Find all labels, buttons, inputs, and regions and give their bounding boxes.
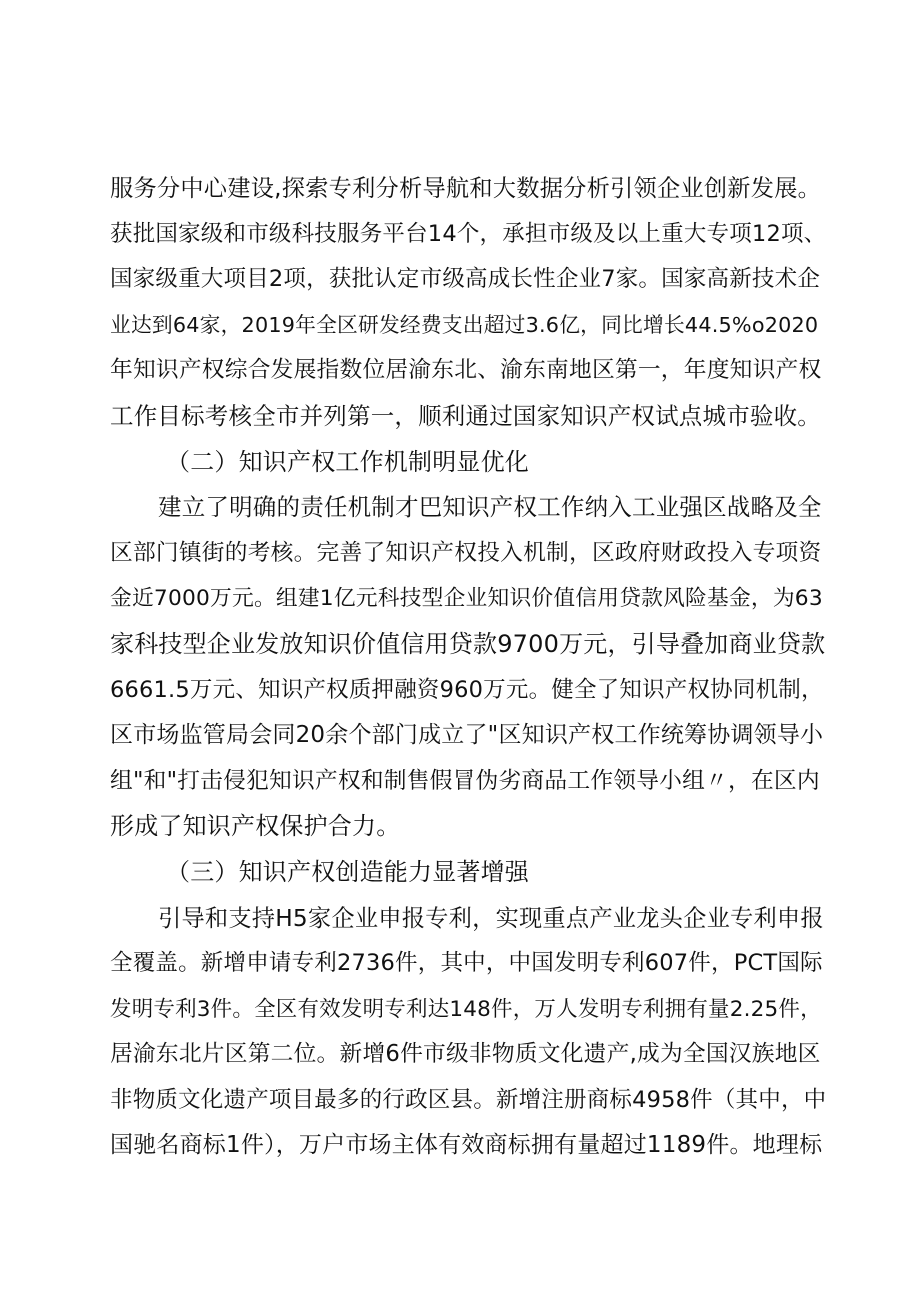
text-line: 家科技型企业发放知识价值信用贷款9700万元，引导叠加商业贷款: [110, 629, 826, 658]
text-line: 区部门镇街的考核。完善了知识产权投入机制，区政府财政投入专项资: [110, 539, 822, 566]
text-line: 全覆盖。新增申请专利2736件，其中，中国发明专利607件，PCT国际: [110, 950, 823, 977]
text-line: 工作目标考核全市并列第一，顺利通过国家知识产权试点城市验收。: [110, 401, 821, 430]
text-line: 非物质文化遗产项目最多的行政区县。新增注册商标4958件（其中，中: [110, 1086, 826, 1113]
text-line: 6661.5万元、知识产权质押融资960万元。健全了知识产权协同机制，: [110, 676, 824, 703]
text-line: 居渝东北片区第二位。新增6件市级非物质文化遗产,成为全国汉族地区: [110, 1041, 821, 1068]
section-heading: （二）知识产权工作机制明显优化: [166, 447, 529, 476]
text-line: 组"和"打击侵犯知识产权和制售假冒伪劣商品工作领导小组〃，在区内: [110, 767, 820, 794]
text-line: 业达到64家，2019年全区研发经费支出超过3.6亿，同比增长44.5%o2020: [110, 312, 819, 337]
text-line: 引导和支持H5家企业申报专利，实现重点产业龙头企业专利申报: [158, 904, 824, 932]
text-line: 金近7000万元。组建1亿元科技型企业知识价值信用贷款风险基金，为63: [110, 586, 823, 612]
text-line: 获批国家级和市级科技服务平台14个，承担市级及以上重大专项12项、: [110, 220, 826, 247]
text-line: 区市场监管局会同20余个部门成立了"区知识产权工作统筹协调领导小: [110, 722, 824, 749]
text-line: 建立了明确的责任机制才巴知识产权工作纳入工业强区战略及全: [158, 493, 822, 522]
document-body: [110, 166, 826, 1169]
section-heading: （三）知识产权创造能力显著增强: [166, 857, 529, 886]
text-line: 形成了知识产权保护合力。: [110, 812, 401, 841]
text-line: 发明专利3件。全区有效发明专利达148件，万人发明专利拥有量2.25件，: [110, 996, 822, 1022]
text-line: 国家级重大项目2项，获批认定市级高成长性企业7家。国家高新技术企: [110, 266, 821, 293]
text-line: 服务分中心建设,探索专利分析导航和大数据分析引领企业创新发展。: [110, 175, 822, 202]
text-line: 年知识产权综合发展指数位居渝东北、渝东南地区第一，年度知识产权: [110, 357, 822, 384]
text-line: 国驰名商标1件），万户市场主体有效商标拥有量超过1189件。地理标: [110, 1132, 823, 1159]
